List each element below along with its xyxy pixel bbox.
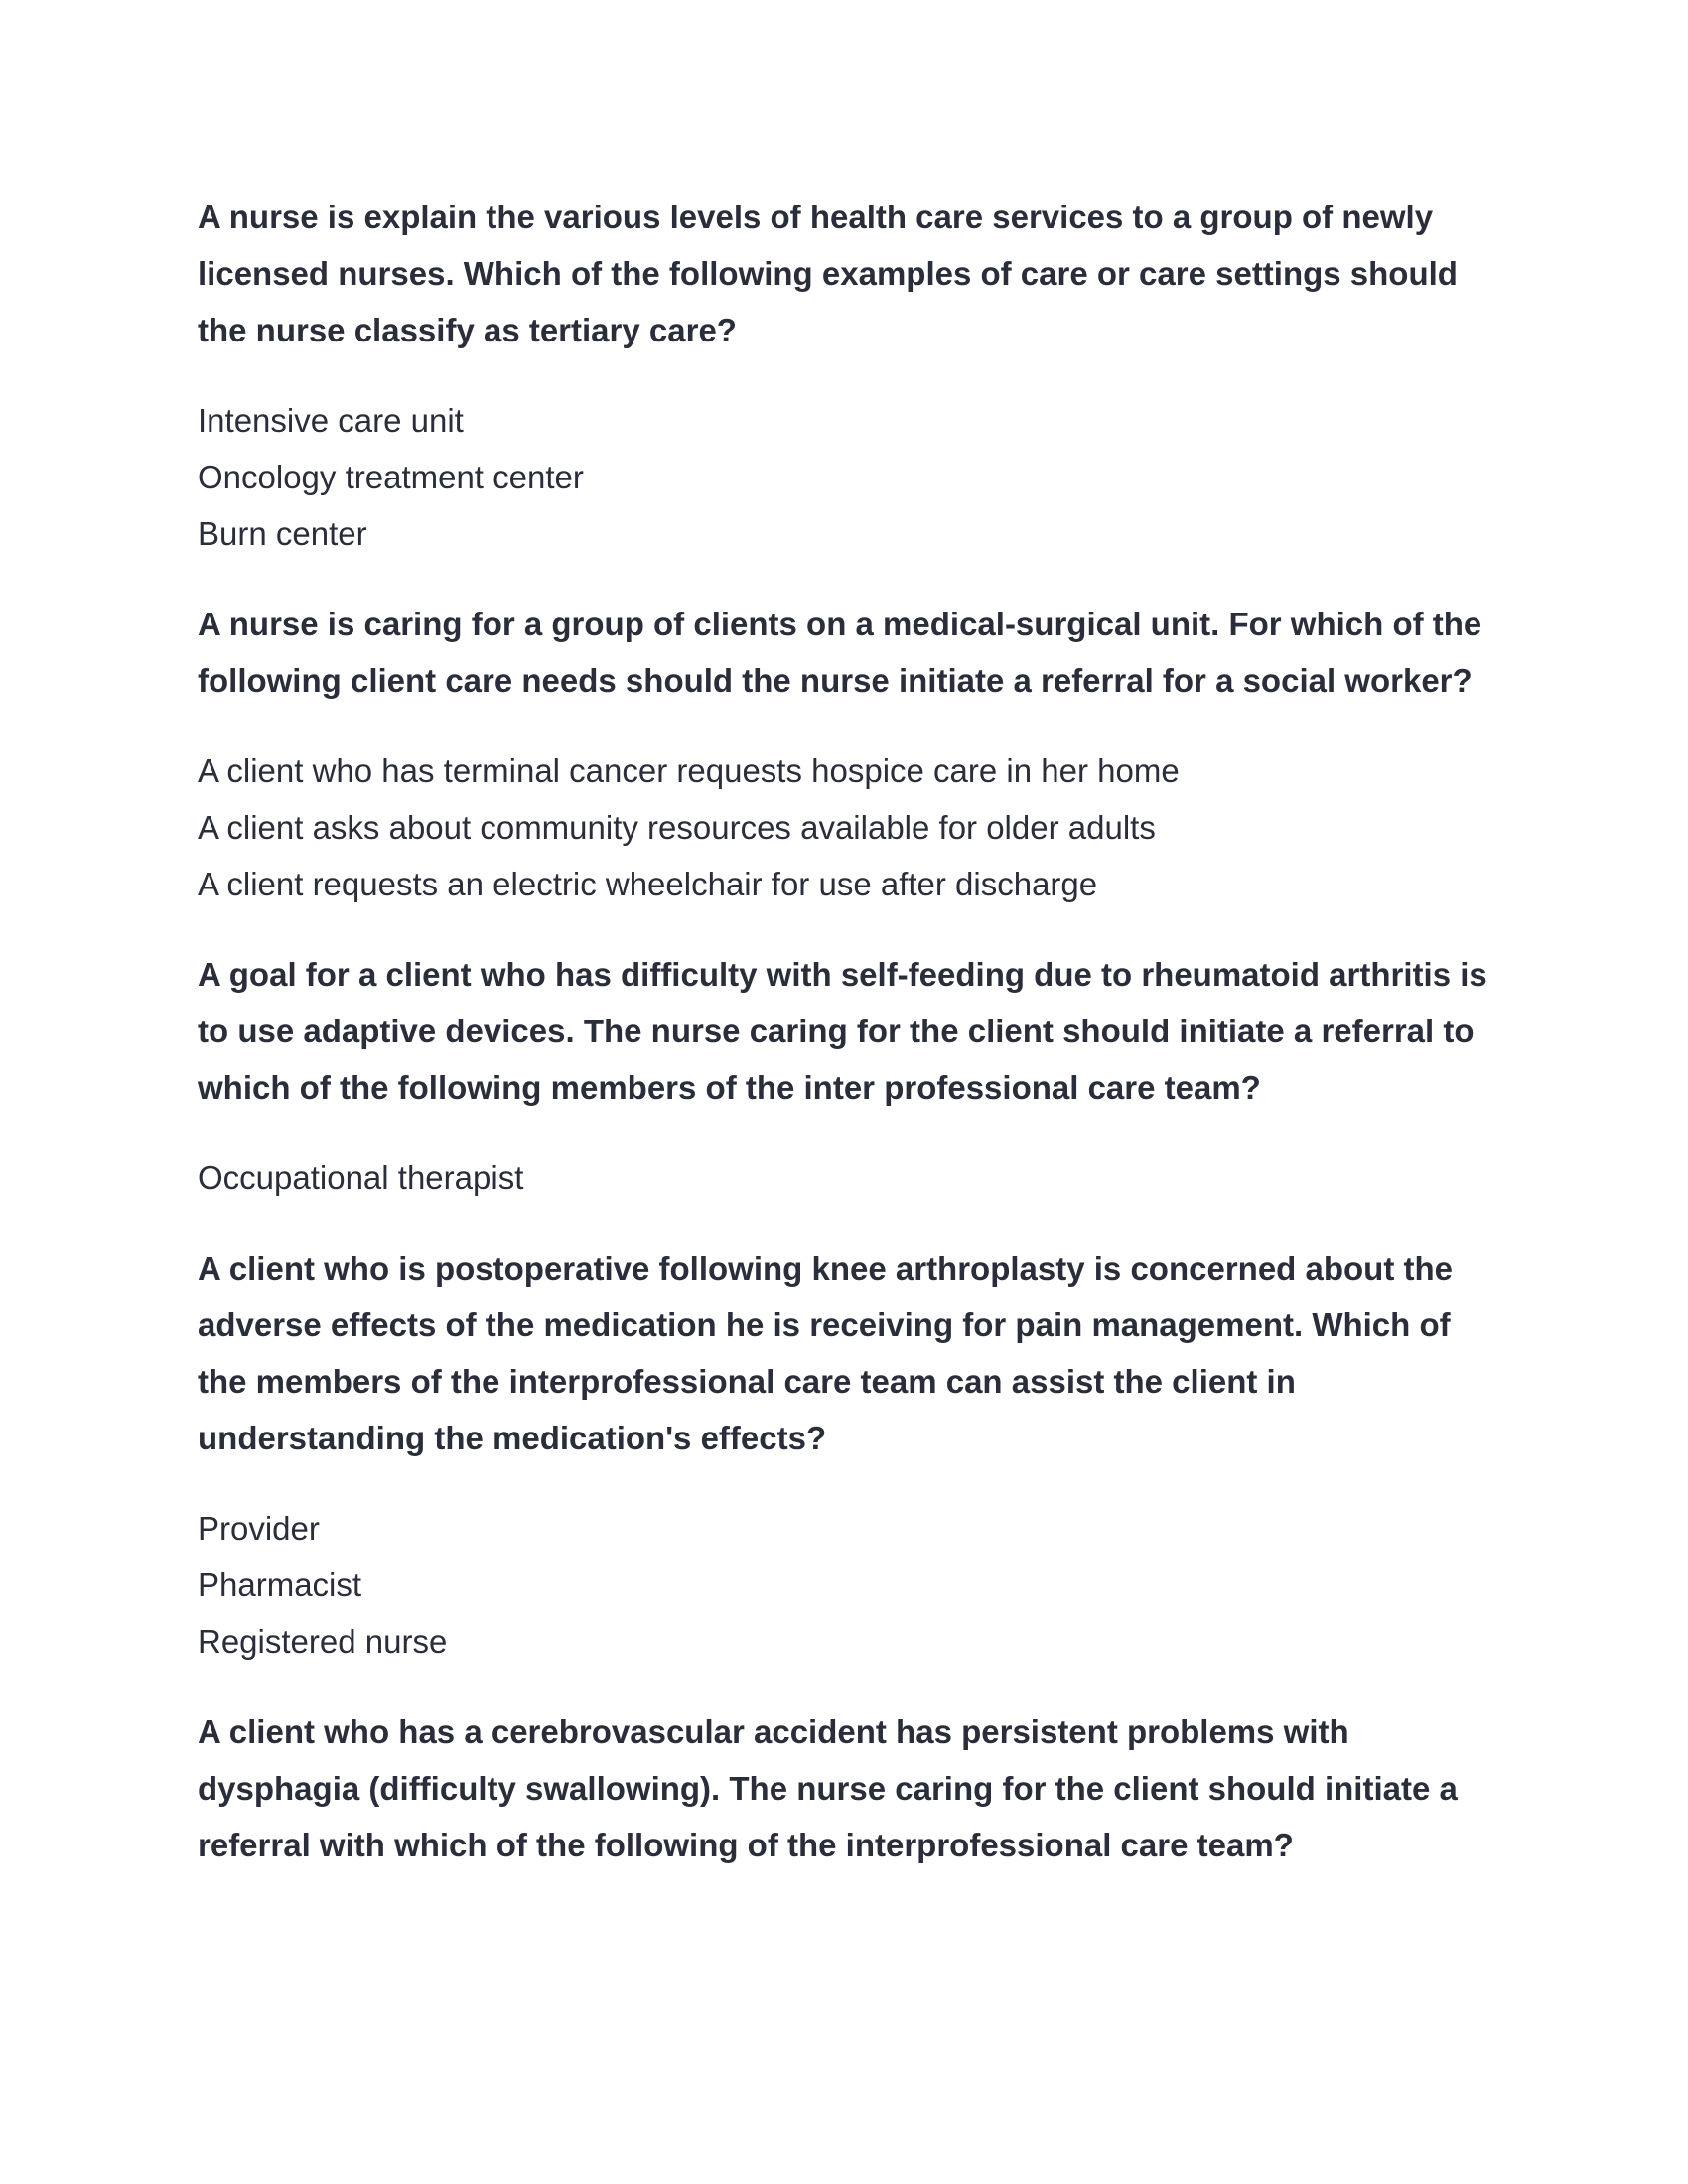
question-block-3 bbox=[198, 946, 1508, 1206]
answer-item: Burn center bbox=[198, 515, 367, 552]
answer-list bbox=[198, 1500, 1508, 1670]
question-text: A nurse is explain the various levels of health care services to a group of newly licensed nurses. Which of the following examples of care or care settings should the nurse classify as tertiary care? bbox=[198, 199, 1458, 348]
question-text: A goal for a client who has difficulty with self-feeding due to rheumatoid arthritis is to use adaptive devices. The nurse caring for the client should initiate a referral to which of the following members of the inter professional care team? bbox=[198, 956, 1487, 1106]
answer-item: A client requests an electric wheelchair for use after discharge bbox=[198, 866, 1098, 902]
answer-item: Occupational therapist bbox=[198, 1160, 524, 1196]
question-text: A client who has a cerebrovascular accident has persistent problems with dysphagia (difficulty swallowing). The nurse caring for the client should initiate a referral with which of the following of the interprofessional care team? bbox=[198, 1713, 1458, 1863]
document-page bbox=[198, 189, 1508, 1907]
question-text: A client who is postoperative following knee arthroplasty is concerned about the adverse effects of the medication he is receiving for pain management. Which of the members of the interprofessional care team can assist the client in understanding the medication's effects? bbox=[198, 1250, 1453, 1456]
question-text: A nurse is caring for a group of clients on a medical-surgical unit. For which of the following client care needs should the nurse initiate a referral for a social worker? bbox=[198, 606, 1482, 699]
question-block-2 bbox=[198, 596, 1508, 912]
answer-item: Provider bbox=[198, 1510, 320, 1547]
question-block-5 bbox=[198, 1704, 1508, 1873]
question-block-1 bbox=[198, 189, 1508, 562]
answer-item: A client who has terminal cancer requests hospice care in her home bbox=[198, 752, 1180, 789]
answer-list bbox=[198, 743, 1508, 912]
answer-list bbox=[198, 392, 1508, 562]
answer-item: Intensive care unit bbox=[198, 402, 464, 439]
answer-item: Pharmacist bbox=[198, 1567, 362, 1603]
question-block-4 bbox=[198, 1240, 1508, 1670]
answer-item: Oncology treatment center bbox=[198, 459, 584, 495]
answer-list bbox=[198, 1150, 1508, 1206]
answer-item: Registered nurse bbox=[198, 1623, 448, 1660]
answer-item: A client asks about community resources available for older adults bbox=[198, 809, 1156, 846]
